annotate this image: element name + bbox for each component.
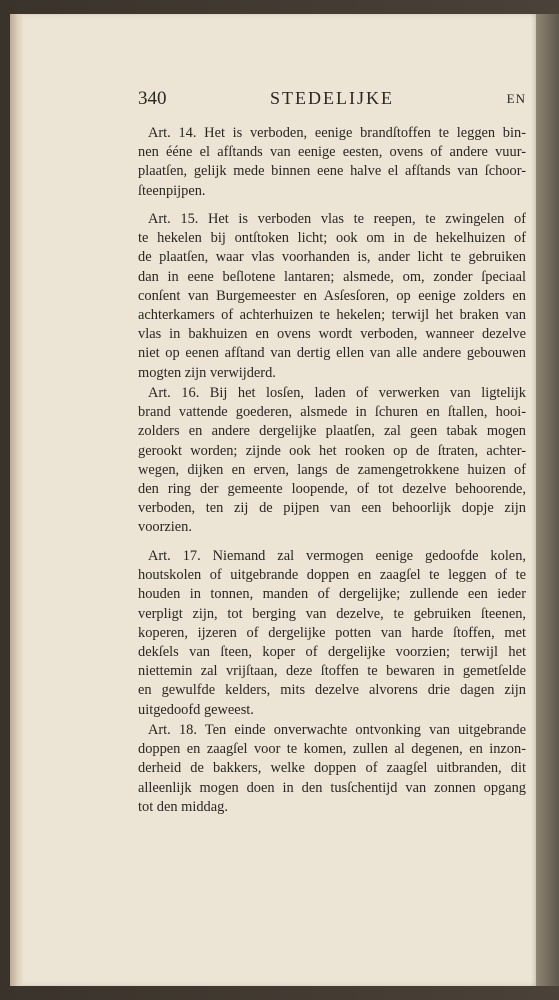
article-line: de plaatſen, waar vlas voorhanden is, ander licht te gebruiken bbox=[138, 249, 526, 266]
article-line: doppen en zaagſel voor te komen, zullen al degenen, en inzon- bbox=[138, 741, 526, 758]
article-line: Art. 16. Bij het losſen, laden of verwerken van ligtelijk bbox=[148, 385, 526, 401]
article-line: houtskolen of uitgebrande doppen en zaagſel te leggen of te bbox=[138, 567, 526, 584]
article-line: Art. 15. Het is verboden vlas te reepen, te zwingelen of bbox=[148, 211, 526, 227]
article-line: ſteenpijpen. bbox=[138, 182, 206, 199]
article-line: dekſels van ſteen, koper of dergelijke voorzien; terwijl het bbox=[138, 643, 526, 660]
article-line: te hekelen bij ontſtoken licht; ook om in de hekelhuizen of bbox=[138, 230, 526, 247]
page-number: 340 bbox=[138, 88, 167, 109]
article-line: dan in eene beſlotene lantaren; alsmede, om, zonder ſpeciaal bbox=[138, 268, 526, 285]
article-line: conſent van Burgemeester en Asſesſoren, op eenige zolders en bbox=[138, 287, 526, 304]
article-line: niet op eenen afſtand van dertig ellen van alle andere gebouwen bbox=[138, 345, 526, 362]
article-line: tot den middag. bbox=[138, 798, 228, 815]
article-line: koperen, ijzeren of dergelijke potten van harde ſtoffen, met bbox=[138, 624, 526, 641]
article-line: brand vattende goederen, alsmede in ſchuren en ſtallen, hooi- bbox=[138, 404, 526, 421]
article-line: zolders en andere dergelijke plaatſen, zal geen tabak mogen bbox=[138, 423, 526, 440]
article-line: alleenlijk mogen doen in den tusſchentijd van zonnen opgang bbox=[138, 779, 526, 796]
article-line: houden in tonnen, manden of dergelijke; zullende een ieder bbox=[138, 586, 526, 603]
running-head: STEDELIJKE bbox=[270, 88, 394, 108]
article-line: voorzien. bbox=[138, 519, 192, 536]
page-gutter-shadow bbox=[10, 14, 24, 986]
article-line: verpligt zijn, tot berging van dezelve, te gebruiken ſteenen, bbox=[138, 605, 526, 622]
article-line: achterkamers of achterhuizen te hekelen; terwijl het braken van bbox=[138, 306, 526, 323]
article-line: plaatſen, gelijk mede binnen eene halve el afſtands van ſchoor- bbox=[138, 163, 526, 180]
article-line: derheid de bakkers, welke doppen of zaagſel uitbranden, dit bbox=[138, 760, 526, 777]
page-header bbox=[138, 88, 526, 112]
article-14 bbox=[138, 124, 526, 201]
article-line: Art. 14. Het is verboden, eenige brandſtoffen te leggen bin- bbox=[148, 125, 526, 141]
article-line: mogten zijn verwijderd. bbox=[138, 364, 276, 381]
article-15 bbox=[138, 210, 526, 383]
article-line: en gewulfde kelders, mits dezelve alvorens drie dagen zijn bbox=[138, 682, 526, 699]
running-head-continuation: EN bbox=[506, 91, 526, 106]
article-17 bbox=[138, 547, 526, 720]
article-line: nen ééne el afſtands van eenige eesten, ovens of andere vuur- bbox=[138, 144, 526, 161]
article-line: uitgedoofd geweest. bbox=[138, 701, 254, 718]
article-line: wegen, dijken en erven, langs de zamengetrokkene huizen of bbox=[138, 461, 526, 478]
article-line: gerookt worden; zijnde ook het rooken op de ſtraten, achter- bbox=[138, 442, 526, 459]
article-line: vlas in bakhuizen en ovens wordt verboden, wanneer dezelve bbox=[138, 326, 526, 343]
article-line: niettemin zal vrijſtaan, deze ſtoffen te bewaren in gemetſelde bbox=[138, 663, 526, 680]
page-edge-strip bbox=[536, 14, 559, 986]
article-line: verboden, ten zij de pijpen van een behoorlijk dopje zijn bbox=[138, 500, 526, 517]
article-line: den ring der gemeente loopende, of tot dezelve behoorende, bbox=[138, 480, 526, 497]
article-line: Art. 18. Ten einde onverwachte ontvonking van uitgebrande bbox=[148, 722, 526, 738]
article-16 bbox=[138, 384, 526, 538]
article-line: Art. 17. Niemand zal vermogen eenige gedoofde kolen, bbox=[148, 548, 526, 564]
article-18 bbox=[138, 721, 526, 817]
